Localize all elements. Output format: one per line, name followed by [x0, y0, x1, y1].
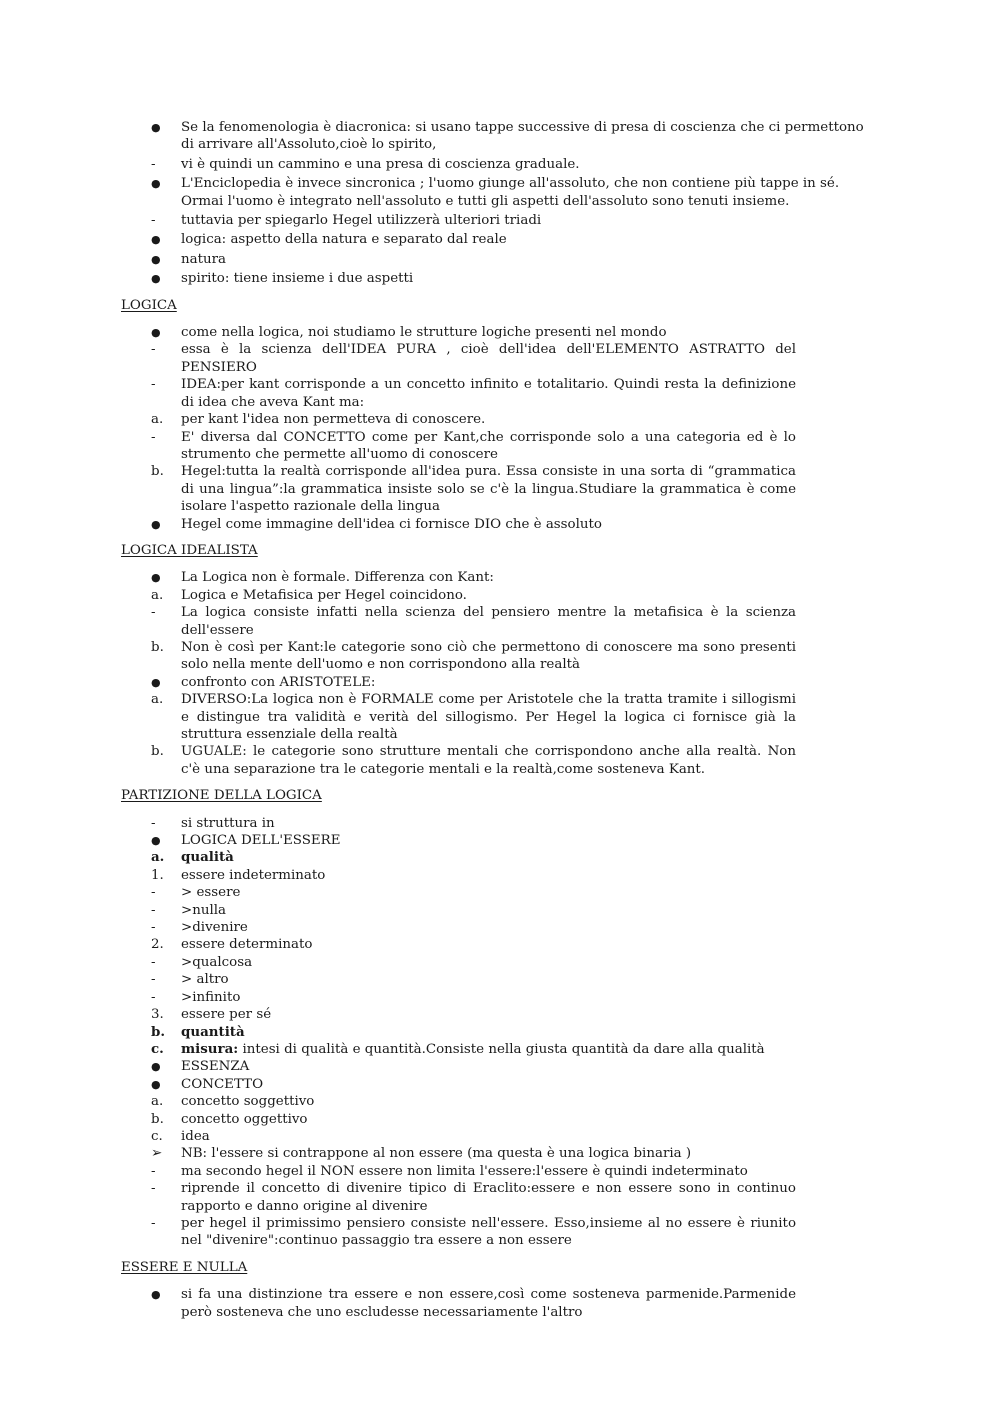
list-item — [0, 1215, 796, 1250]
list-item-text: UGUALE: le categorie sono strutture mentali che corrispondono anche alla realtà. Non c'è una separazione tra le categorie mentali e la realtà,come sosteneva Kant. — [181, 744, 796, 777]
list-item-text: Hegel:tutta la realtà corrisponde all'idea pura. Essa consiste in una sorta di “grammatica di una lingua”:la grammatica insiste solo se c'è la lingua.Studiare la grammatica è come isolare l'aspetto razionale della lingua — [181, 464, 796, 515]
list-item — [0, 376, 796, 411]
list-item — [0, 832, 796, 849]
list-item — [0, 604, 796, 639]
list-item — [0, 1024, 796, 1041]
section-heading: PARTIZIONE DELLA LOGICA — [121, 788, 322, 804]
list-item — [0, 1145, 796, 1162]
list-item — [0, 691, 796, 743]
list-item — [0, 989, 796, 1006]
list-item-text: >qualcosa — [181, 954, 253, 970]
list-item-text: riprende il concetto di divenire tipico di Eraclito:essere e non essere sono in continuo rapporto e danno origine al divenire — [181, 1181, 796, 1214]
list-item-text: > altro — [181, 972, 229, 988]
list-item-text: essa è la scienza dell'IDEA PURA , cioè dell'idea dell'ELEMENTO ASTRATTO del PENSIERO — [181, 342, 796, 375]
list-item-text: concetto oggettivo — [181, 1111, 308, 1127]
list-item — [0, 1163, 796, 1180]
section-heading: ESSERE E NULLA — [121, 1259, 248, 1275]
list-marker: b. — [151, 639, 164, 655]
list-item — [0, 743, 796, 778]
list-marker: ● — [151, 121, 161, 134]
list-marker: ● — [151, 233, 161, 247]
list-item — [0, 212, 879, 229]
list-item-text: essere determinato — [181, 937, 313, 953]
list-marker: b. — [151, 1111, 164, 1127]
list-item-text: E' diversa dal CONCETTO come per Kant,che corrisponde solo a una categoria ed è lo strumento che permette all'uomo di conoscere — [181, 429, 796, 462]
list-item — [0, 1093, 796, 1110]
list-marker: - — [151, 815, 156, 831]
list-item — [0, 1128, 796, 1145]
list-item-text: LOGICA DELL'ESSERE — [181, 833, 341, 849]
list-marker: a. — [151, 1094, 164, 1110]
list-item-text: si fa una distinzione tra essere e non essere,così come sosteneva parmenide.Parmenide però sosteneva che uno escludesse necessariamente l'altro — [181, 1287, 796, 1320]
list-item-text: Non è così per Kant:le categorie sono ciò che permettono di conoscere ma sono presenti solo nella mente dell'uomo e non corrispondono alla realtà — [181, 639, 796, 673]
list-marker: - — [151, 989, 156, 1005]
section — [0, 542, 1000, 778]
list-item-text: idea — [181, 1128, 210, 1144]
list-item — [0, 1076, 796, 1093]
list-item-text: DIVERSO:La logica non è FORMALE come per Aristotele che la tratta tramite i sillogismi e distingue tra validità e verità del sillogismo. Per Hegel la logica ci fornisce già la struttura essenziale della realtà — [181, 692, 796, 742]
list-marker: 2. — [151, 937, 164, 953]
list-item-text: >infinito — [181, 989, 241, 1005]
list-marker: ● — [151, 517, 161, 531]
list-item-text: Hegel come immagine dell'idea ci fornisce DIO che è assoluto — [181, 516, 602, 532]
list-item — [0, 849, 796, 866]
list-item — [0, 1058, 796, 1075]
list-marker: - — [151, 213, 156, 229]
sections-container — [0, 297, 1000, 1321]
list-item-text: intesi di qualità e quantità.Consiste nella giusta quantità da dare alla qualità — [238, 1041, 765, 1057]
list-marker: 1. — [151, 867, 164, 883]
list-item — [0, 639, 796, 674]
list-marker: - — [151, 377, 156, 393]
list-item-text: spirito: tiene insieme i due aspetti — [181, 271, 414, 287]
section — [0, 297, 1000, 533]
list-item — [0, 175, 879, 210]
list-item — [0, 156, 879, 173]
list-item-text: >nulla — [181, 902, 227, 918]
list-item-text: confronto con ARISTOTELE: — [181, 674, 376, 690]
list-marker: ● — [151, 272, 161, 286]
list-marker: ● — [151, 571, 161, 585]
list-marker: a. — [151, 692, 164, 708]
list-item-text: ESSENZA — [181, 1059, 250, 1075]
list-item — [0, 902, 796, 919]
list-item — [0, 270, 879, 287]
list-item — [0, 884, 796, 901]
list-item-text: per kant l'idea non permetteva di conoscere. — [181, 412, 486, 428]
list-item — [0, 936, 796, 953]
list-marker: a. — [151, 412, 164, 428]
list-item-text: come nella logica, noi studiamo le strutture logiche presenti nel mondo — [181, 325, 667, 341]
list-item — [0, 463, 796, 515]
list-item — [0, 1180, 796, 1215]
list-marker: ● — [151, 1288, 161, 1302]
list-item-text: La logica consiste infatti nella scienza del pensiero mentre la metafisica è la scienza dell'essere — [181, 605, 796, 638]
list-marker: ● — [151, 252, 161, 266]
intro-list — [0, 119, 1000, 288]
list-marker: a. — [151, 587, 164, 603]
list-marker: ● — [151, 1060, 161, 1074]
list-item-lead: misura: — [181, 1040, 239, 1057]
list-marker: - — [151, 342, 156, 358]
list-item — [0, 815, 796, 832]
list-marker: - — [151, 1163, 156, 1179]
list-marker: - — [151, 1215, 156, 1231]
list-item — [0, 251, 879, 268]
list-marker: - — [151, 972, 156, 988]
list-item — [0, 231, 879, 248]
list-item-text: concetto soggettivo — [181, 1094, 315, 1110]
list-marker: - — [151, 902, 156, 918]
list-item — [0, 587, 796, 604]
list-item-text: >divenire — [181, 920, 248, 936]
list-item-text: Logica e Metafisica per Hegel coincidono. — [181, 587, 467, 603]
list-item — [0, 971, 796, 988]
list-marker: - — [151, 954, 156, 970]
list-item — [0, 1006, 796, 1023]
list-item — [0, 919, 796, 936]
list-marker: b. — [151, 1023, 166, 1040]
list-item — [0, 411, 796, 428]
list-marker: ● — [151, 834, 161, 848]
list-marker: ● — [151, 1077, 161, 1091]
list-item-text: IDEA:per kant corrisponde a un concetto infinito e totalitario. Quindi resta la definizione di idea che aveva Kant ma: — [181, 377, 796, 410]
list-item-text: essere indeterminato — [181, 867, 326, 883]
list-item-text: tuttavia per spiegarlo Hegel utilizzerà ulteriori triadi — [181, 213, 542, 229]
list-item-text: si struttura in — [181, 815, 275, 831]
list-item-text: ma secondo hegel il NON essere non limita l'essere:l'essere è quindi indeterminato — [181, 1163, 748, 1179]
list-marker: b. — [151, 744, 164, 760]
list-item — [0, 1286, 796, 1321]
list-marker: - — [151, 156, 156, 172]
list-item — [0, 516, 796, 533]
list-marker: c. — [151, 1040, 164, 1057]
list-item — [0, 569, 796, 586]
list-item-text: CONCETTO — [181, 1076, 264, 1092]
list-item-text: quantità — [181, 1023, 245, 1040]
list-marker: ● — [151, 177, 161, 191]
list-marker: 3. — [151, 1007, 164, 1023]
list-marker: b. — [151, 464, 164, 480]
list-item — [0, 341, 796, 376]
list-item — [0, 867, 796, 884]
list-item-text: NB: l'essere si contrappone al non essere (ma questa è una logica binaria ) — [181, 1146, 692, 1162]
list-item-text: L'Enciclopedia è invece sincronica ; l'uomo giunge all'assoluto, che non contiene più tappe in sé. Ormai l'uomo è integrato nell'assoluto e tutti gli aspetti dell'assoluto sono tenuti insieme. — [181, 176, 840, 209]
list-item-text: per hegel il primissimo pensiero consiste nell'essere. Esso,insieme al no essere è riunito nel "divenire":continuo passaggio tra essere a non essere — [181, 1215, 796, 1249]
list-marker: - — [151, 605, 156, 621]
document-content — [0, 119, 1000, 1321]
list-item — [0, 1111, 796, 1128]
list-item-text: qualità — [181, 849, 234, 866]
list-item-text: > essere — [181, 885, 241, 901]
list-item-text: Se la fenomenologia è diacronica: si usano tappe successive di presa di coscienza che ci permettono di arrivare all'Assoluto,cioè lo spirito, — [181, 120, 864, 153]
section-heading: LOGICA IDEALISTA — [121, 542, 258, 558]
list-item — [0, 674, 796, 691]
list-marker: - — [151, 429, 156, 445]
list-item-text: vi è quindi un cammino e una presa di coscienza graduale. — [181, 156, 580, 172]
list-item — [0, 429, 796, 464]
list-item-text: essere per sé — [181, 1007, 272, 1023]
section-heading: LOGICA — [121, 297, 177, 313]
section — [0, 1259, 1000, 1321]
list-item-text: La Logica non è formale. Differenza con Kant: — [181, 570, 494, 586]
list-marker: - — [151, 920, 156, 936]
list-item — [0, 1041, 796, 1058]
list-marker: - — [151, 885, 156, 901]
list-marker: - — [151, 1181, 156, 1197]
list-marker: a. — [151, 849, 165, 866]
list-item — [0, 954, 796, 971]
list-marker: ● — [151, 326, 161, 340]
list-item — [0, 324, 796, 341]
list-item-text: logica: aspetto della natura e separato dal reale — [181, 232, 507, 248]
section — [0, 787, 1000, 1250]
list-marker: ● — [151, 675, 161, 689]
list-marker: ➢ — [151, 1146, 163, 1162]
list-item — [0, 119, 879, 154]
list-item-text: natura — [181, 251, 226, 267]
list-marker: c. — [151, 1128, 163, 1144]
